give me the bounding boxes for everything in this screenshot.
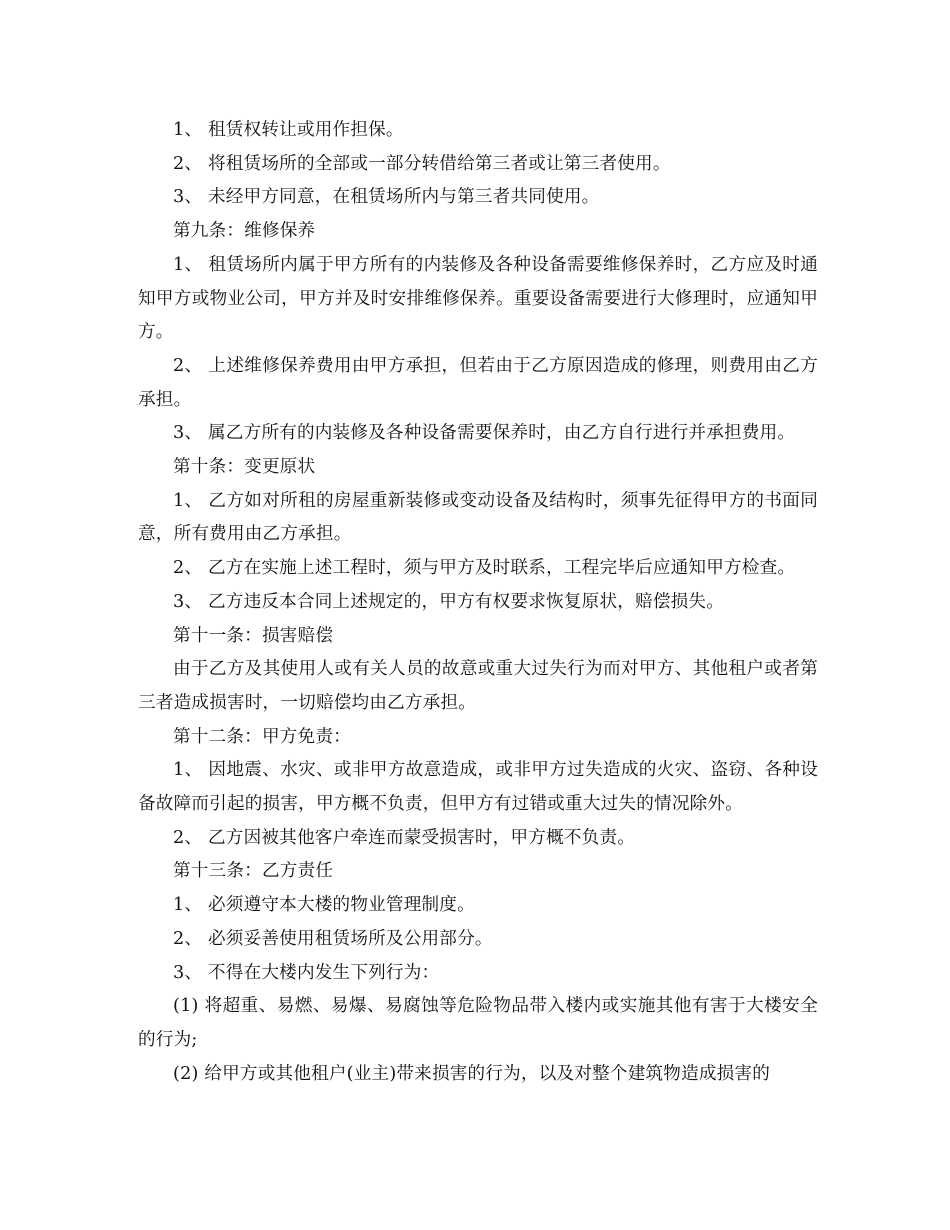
section-heading: 第九条：维修保养 xyxy=(173,221,316,242)
list-item: 3、 未经甲方同意，在租赁场所内与第三者共同使用。 xyxy=(173,187,600,208)
list-item: 2、 上述维修保养费用由甲方承担，但若由于乙方原因造成的修理，则费用由乙方承担。 xyxy=(138,355,818,410)
list-item: 2、 必须妥善使用租赁场所及公用部分。 xyxy=(173,928,493,949)
list-item: 1、 因地震、水灾、或非甲方故意造成，或非甲方过失造成的火灾、盗窃、各种设备故障而引起的损害，甲方概不负责，但甲方有过错或重大过失的情况除外。 xyxy=(138,760,818,815)
section-heading: 第十三条：乙方责任 xyxy=(173,861,334,882)
list-item: 3、 属乙方所有的内装修及各种设备需要保养时，由乙方自行进行并承担费用。 xyxy=(173,423,796,444)
list-item: 3、 不得在大楼内发生下列行为： xyxy=(173,962,440,983)
list-item: 3、 乙方违反本合同上述规定的，甲方有权要求恢复原状，赔偿损失。 xyxy=(173,591,725,612)
section-heading: 第十条：变更原状 xyxy=(173,457,316,478)
section-heading: 第十一条：损害赔偿 xyxy=(173,625,334,646)
list-item: 2、 乙方因被其他客户牵连而蒙受损害时，甲方概不负责。 xyxy=(173,827,636,848)
list-item: 1、 乙方如对所租的房屋重新装修或变动设备及结构时，须事先征得甲方的书面同意，所有费用由乙方承担。 xyxy=(138,490,818,545)
document-body xyxy=(138,114,818,1091)
section-heading: 第十二条：甲方免责： xyxy=(173,726,351,747)
paragraph: 由于乙方及其使用人或有关人员的故意或重大过失行为而对甲方、其他租户或者第三者造成损害时，一切赔偿均由乙方承担。 xyxy=(138,659,818,713)
list-item: 2、 将租赁场所的全部或一部分转借给第三者或让第三者使用。 xyxy=(173,153,671,174)
list-item: 2、 乙方在实施上述工程时，须与甲方及时联系，工程完毕后应通知甲方检查。 xyxy=(173,558,796,579)
list-item: 1、 租赁场所内属于甲方所有的内装修及各种设备需要维修保养时，乙方应及时通知甲方或物业公司，甲方并及时安排维修保养。重要设备需要进行大修理时，应通知甲方。 xyxy=(138,254,818,343)
list-item: 1、 租赁权转让或用作担保。 xyxy=(173,120,404,140)
list-item: 1、 必须遵守本大楼的物业管理制度。 xyxy=(173,895,475,916)
sub-list-item: (1) 将超重、易燃、易爆、易腐蚀等危险物品带入楼内或实施其他有害于大楼安全的行为; xyxy=(138,996,818,1050)
sub-list-item: (2) 给甲方或其他租户(业主)带来损害的行为，以及对整个建筑物造成损害的 xyxy=(173,1063,771,1084)
